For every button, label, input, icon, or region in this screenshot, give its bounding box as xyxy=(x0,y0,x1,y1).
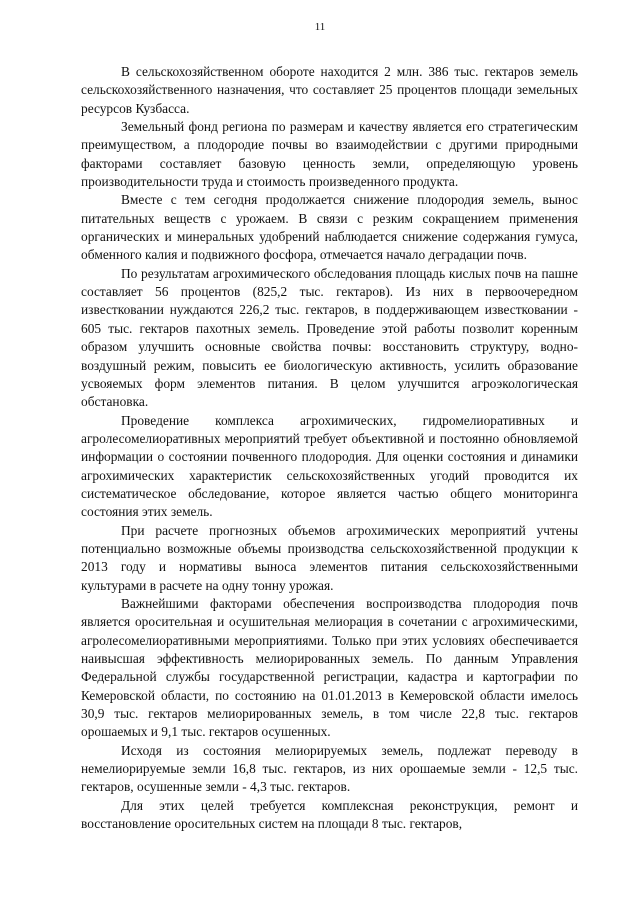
page-number: 11 xyxy=(314,21,326,33)
paragraph-soil-monitoring: Проведение комплекса агрохимических, гидромелиоративных и агролесомелиоративных мероприятий требует объективной и постоянно обновляемой информации о состоянии почвенного плодородия. Для оценки состояния и динамики агрохимических характеристик сельскохозяйственных угодий проводится их систематическое обследование, которое является частью общего мониторинга состояния этих земель. xyxy=(81,412,578,520)
paragraph-land-fund: Земельный фонд региона по размерам и качеству является его стратегическим преимуществом, а плодородие почвы во взаимодействии с другими природными факторами составляет базовую ценность земли, определяющую уровень производительности труда и стоимость произведенного продукта. xyxy=(81,119,578,190)
paragraph-land-reclamation: Важнейшими факторами обеспечения воспроизводства плодородия почв является оросительная и осушительная мелиорация в сочетании с агрохимическими, агролесомелиоративными мероприятиями. Только при этих условиях обеспечивается наивысшая эффективность мелиорированных земель. По данным Управления Федеральной службы государственной регистрации, кадастра и картографии по Кемеровской области, по состоянию на 01.01.2013 в Кемеровской области имелось 30,9 тыс. гектаров мелиорированных земель, в том числе 22,8 тыс. гектаров орошаемых и 9,1 тыс. гектаров осушенных. xyxy=(81,595,578,740)
paragraph-reconstruction: Для этих целей требуется комплексная реконструкция, ремонт и восстановление оросительных систем на площади 8 тыс. гектаров, xyxy=(81,797,578,832)
document-body xyxy=(81,63,578,833)
paragraph-fertility-decline: Вместе с тем сегодня продолжается снижение плодородия земель, вынос питательных веществ с урожаем. В связи с резким сокращением применения органических и минеральных удобрений наблюдается снижение содержания гумуса, обменного калия и подвижного фосфора, отмечается начало деградации почв. xyxy=(81,192,578,263)
paragraph-acid-soils-liming: По результатам агрохимического обследования площадь кислых почв на пашне составляет 56 процентов (825,2 тыс. гектаров). Из них в первоочередном известковании нуждаются 226,2 тыс. гектаров, в поддерживающем известковании - 605 тыс. гектаров пахотных земель. Проведение этой работы позволит коренным образом улучшить основные свойства почвы: восстановить структуру, водно-воздушный режим, повысить ее биологическую активность, усилить образование усвояемых форм элементов питания. В целом улучшится агроэкологическая обстановка. xyxy=(81,265,578,410)
paragraph-forecast-volumes: При расчете прогнозных объемов агрохимических мероприятий учтены потенциально возможные объемы производства сельскохозяйственной продукции к 2013 году и нормативы выноса элементов питания сельскохозяйственными культурами в расчете на одну тонну урожая. xyxy=(81,522,578,593)
paragraph-reclassification: Исходя из состояния мелиорируемых земель, подлежат переводу в немелиорируемые земли 16,8 тыс. гектаров, из них орошаемые земли - 12,5 тыс. гектаров, осушенные земли - 4,3 тыс. гектаров. xyxy=(81,742,578,795)
paragraph-agricultural-turnover: В сельскохозяйственном обороте находится 2 млн. 386 тыс. гектаров земель сельскохозяйственного назначения, что составляет 25 процентов площади земельных ресурсов Кузбасса. xyxy=(81,64,578,116)
